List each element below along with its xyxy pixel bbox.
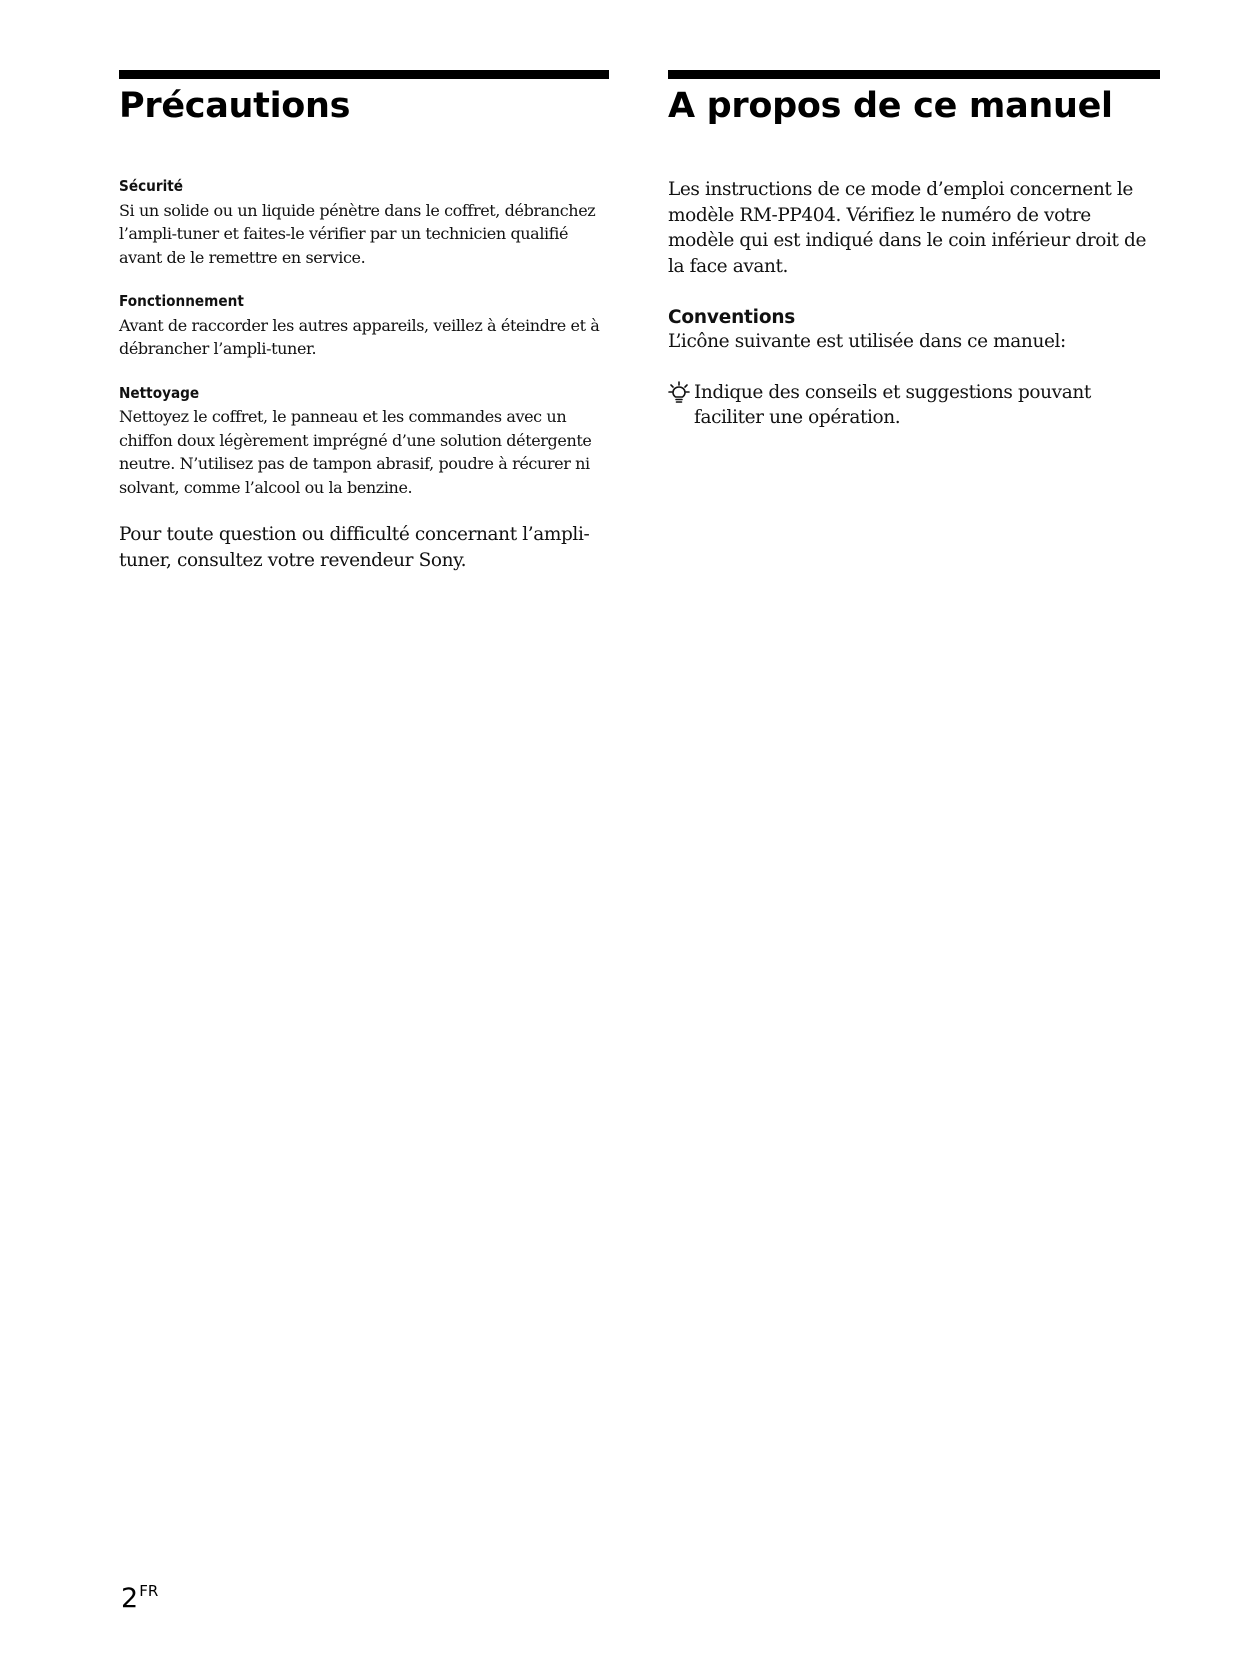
page-language-suffix: FR (139, 1582, 159, 1600)
page-number (121, 1582, 159, 1614)
precautions-column (119, 70, 609, 573)
conventions-text: L’icône suivante est utilisée dans ce manuel: (668, 331, 1066, 353)
intro-paragraph: Les instructions de ce mode d’emploi concernent le modèle RM-PP404. Vérifiez le numéro de votre modèle qui est indiqué dans le coin inférieur droit de la face avant. (668, 179, 1147, 277)
heading-rule (668, 70, 1160, 79)
lightbulb-icon (668, 380, 694, 431)
closing-paragraph: Pour toute question ou difficulté concernant l’ampli-tuner, consultez votre revendeur Sony. (119, 524, 590, 571)
about-manual-column (668, 70, 1160, 431)
section-nettoyage (119, 384, 609, 500)
heading-rule (119, 70, 609, 79)
tip-text: Indique des conseils et suggestions pouvant faciliter une opération. (694, 381, 1091, 429)
about-manual-title: A propos de ce manuel (668, 86, 1113, 126)
conventions-heading: Conventions (668, 307, 796, 328)
section-text: Nettoyez le coffret, le panneau et les commandes avec un chiffon doux légèrement imprégné d’une solution détergente neutre. N’utilisez pas de tampon abrasif, poudre à récurer ni solvant, comme l’alcool ou la benzine. (119, 407, 592, 497)
section-heading: Nettoyage (119, 383, 200, 402)
section-text: Avant de raccorder les autres appareils, veillez à éteindre et à débrancher l’ampli-tuner. (119, 315, 600, 359)
tip-item (668, 380, 1160, 431)
precautions-title: Précautions (119, 86, 351, 126)
section-heading: Sécurité (119, 177, 184, 195)
section-heading: Fonctionnement (119, 292, 244, 311)
page-number-value: 2 (121, 1583, 139, 1614)
section-securite (119, 177, 609, 269)
about-manual-body (668, 177, 1160, 431)
precautions-body (119, 177, 609, 573)
section-fonctionnement (119, 292, 609, 361)
section-text: Si un solide ou un liquide pénètre dans le coffret, débranchez l’ampli-tuner et faites-le vérifier par un technicien qualifié avant de le remettre en service. (119, 200, 596, 267)
